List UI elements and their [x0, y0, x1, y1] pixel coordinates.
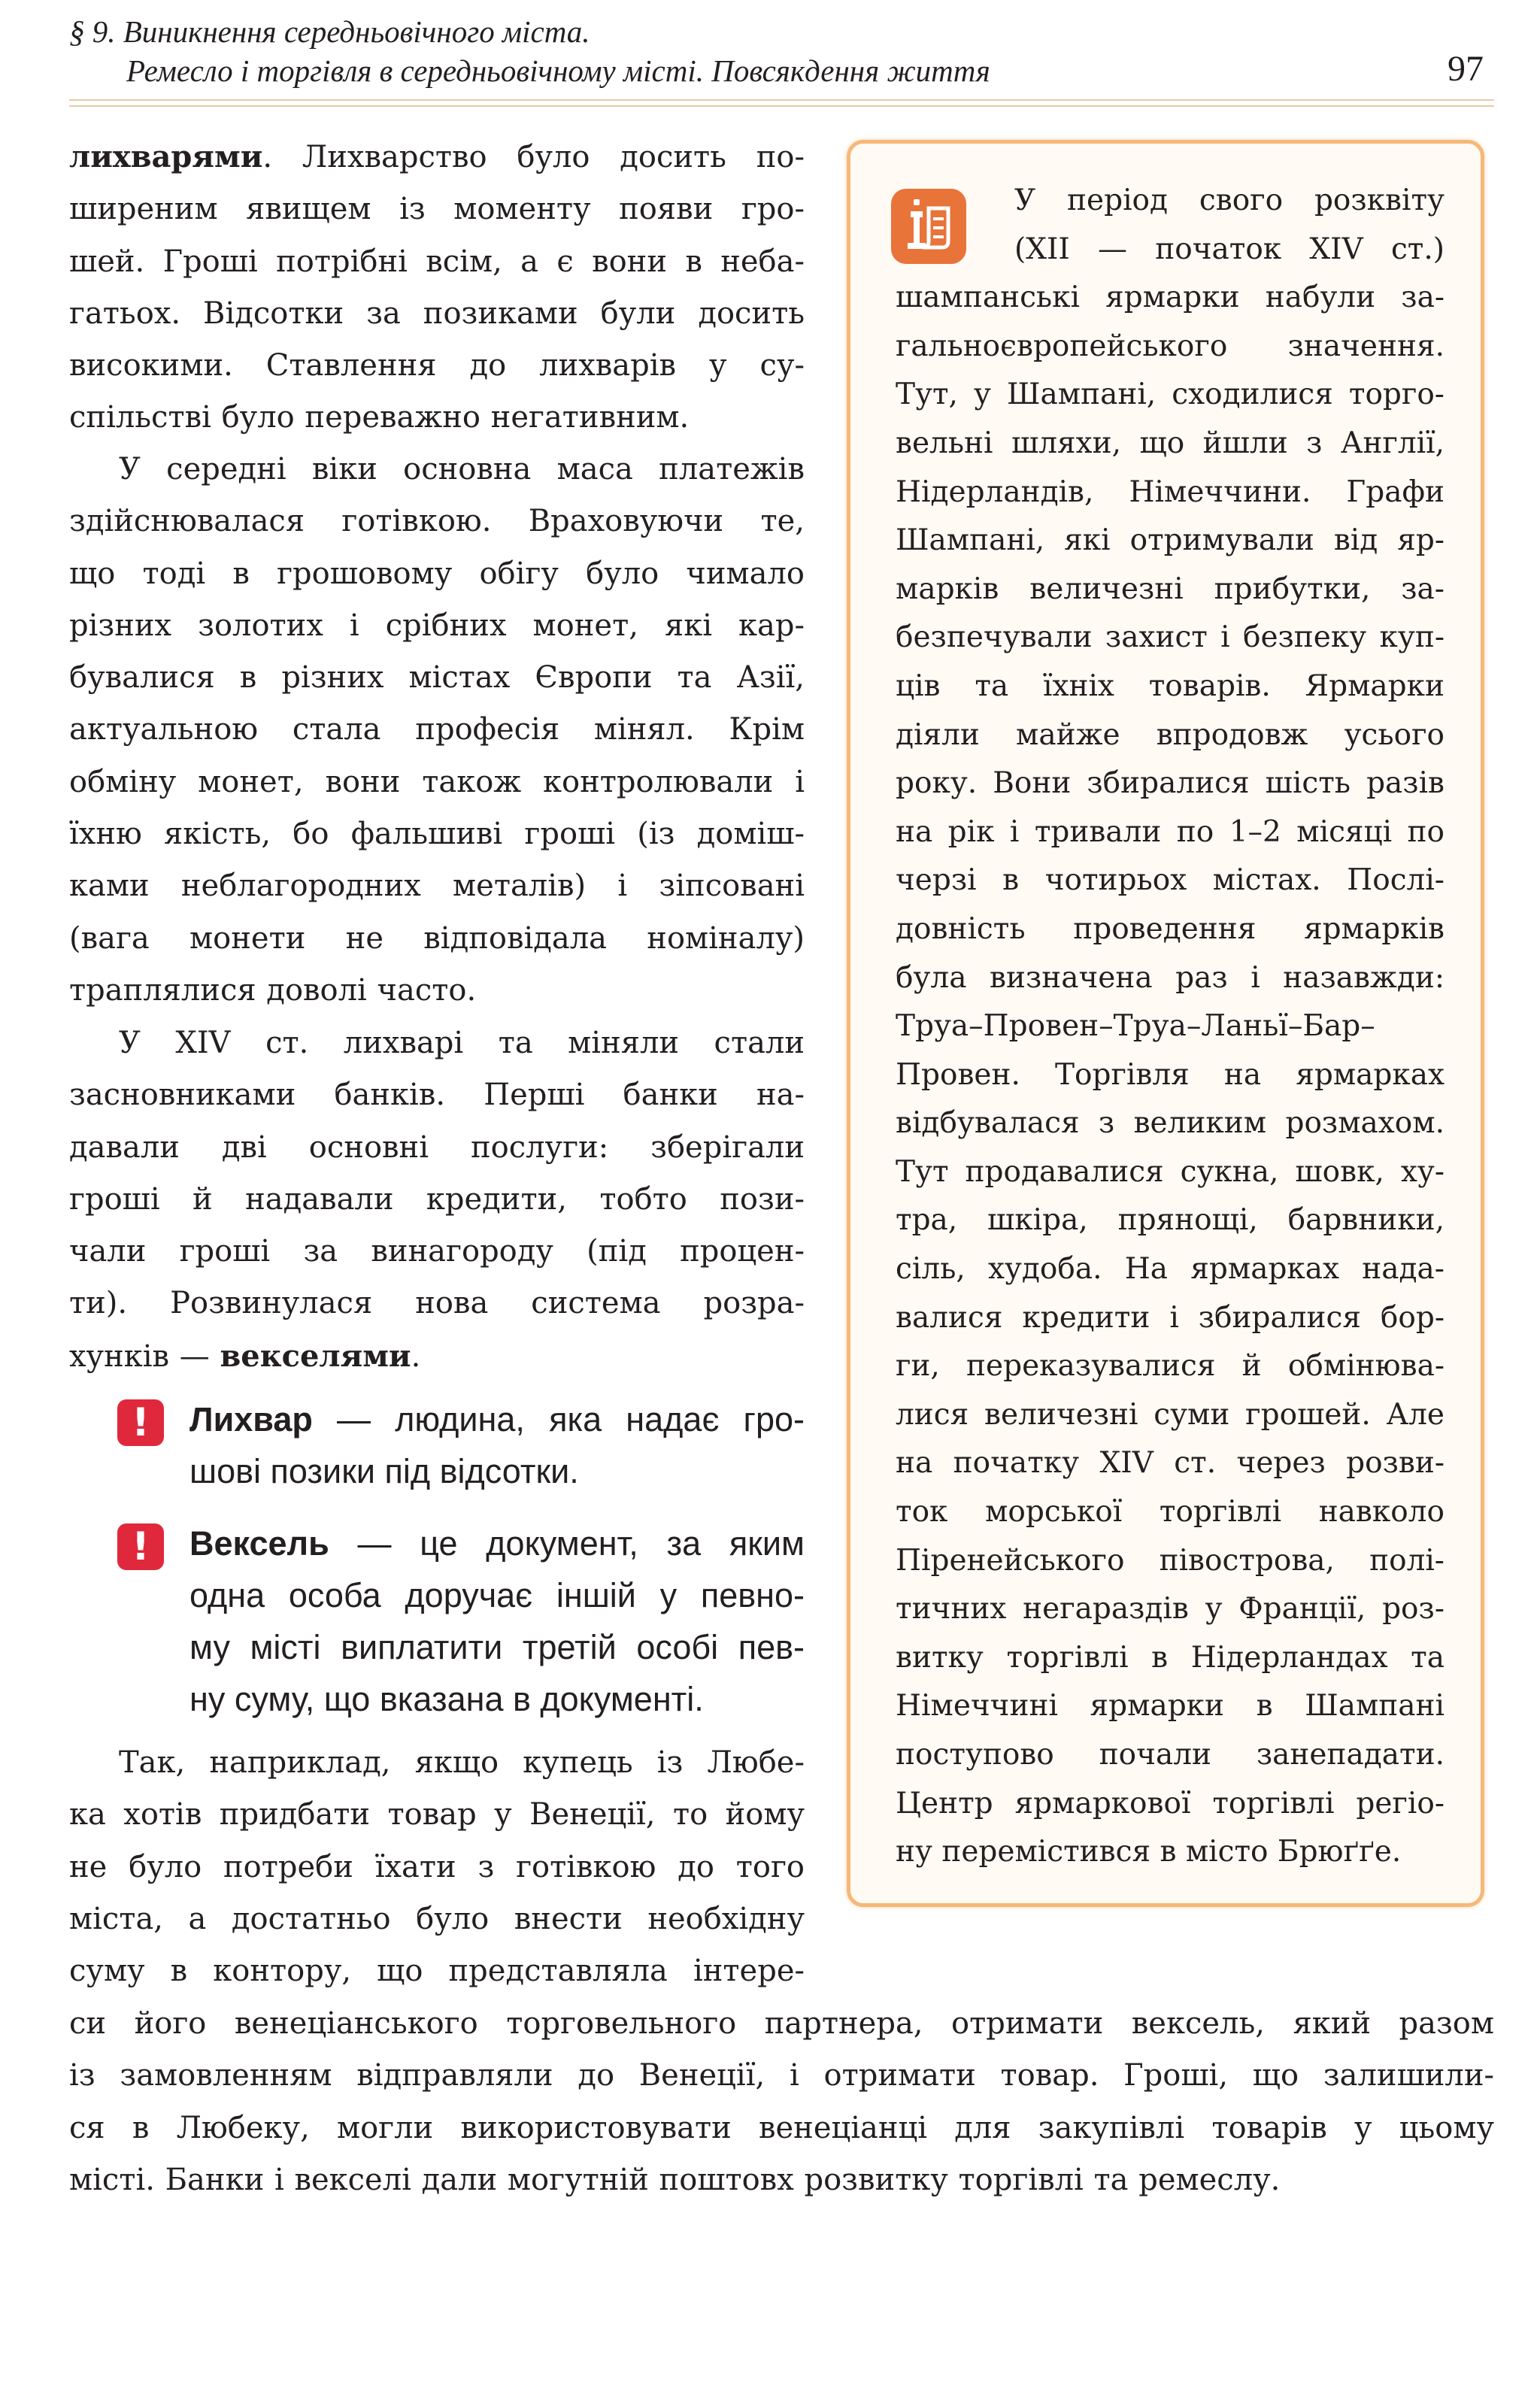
text-line: лися величезні суми грошей. Але [896, 1397, 1445, 1432]
text-line: не було потреби їхати з готівкою до того [69, 1849, 805, 1884]
definition-bill-of-exchange [69, 1517, 805, 1728]
text-line: гатьох. Відсотки за позиками були досить [69, 296, 805, 331]
definition-line: му місті виплатити третій особі пев- [189, 1628, 805, 1666]
text-line: ся в Любеку, могли використовувати венеціанці для закупівлі товарів у цьому [69, 2110, 1494, 2145]
text-line [69, 131, 805, 183]
definition-text [189, 1393, 805, 1497]
text-line: У XIV ст. лихварі та міняли стали [119, 1026, 805, 1060]
text-line: спільстві було переважно негативним. [69, 400, 690, 435]
text-line: си його венеціанського торговельного партнера, отримати вексель, який разом [69, 2006, 1494, 2041]
text-line: ну перемістився в місто Брюґґе. [896, 1835, 1402, 1869]
exclamation-icon: ! [117, 1523, 164, 1570]
exclamation-icon: ! [117, 1399, 164, 1446]
text-line: Тут продавалися сукна, шовк, ху- [896, 1154, 1445, 1189]
page-header [69, 14, 1494, 102]
text-line: суму в контору, що представляла інтере- [69, 1954, 805, 1989]
text-line: чали гроші за винагороду (під процен- [69, 1234, 805, 1269]
text-line: із замовленням відправляли до Венеції, і отримати товар. Гроші, що залишили- [69, 2058, 1494, 2093]
text-line: ширеним явищем із моменту появи гро- [69, 192, 805, 227]
text-line: давали дві основні послуги: зберігали [69, 1129, 805, 1165]
text-line: траплялися доволі часто. [69, 972, 477, 1008]
text-line: валися кредити і збиралися бор- [896, 1300, 1445, 1335]
paragraph-money-changers [69, 444, 805, 1017]
text-line: шампанські ярмарки набули за- [896, 280, 1445, 315]
text-line: бувалися в різних містах Європи та Азії, [69, 660, 805, 696]
text-line: Тут, у Шампані, сходилися торго- [896, 377, 1445, 412]
definition-term: Лихвар [189, 1400, 313, 1439]
text-line: У середні віки основна маса платежів [119, 452, 805, 487]
text-line: що тоді в грошовому обігу було чимало [69, 556, 805, 591]
paragraph-banks [69, 1017, 805, 1383]
bold-term-usurers: лихварями [69, 139, 263, 174]
text-line [189, 1517, 805, 1569]
text-line: Провен. Торгівля на ярмарках [896, 1057, 1445, 1092]
text-line: ками неблагородних металів) і зіпсовані [69, 869, 805, 904]
text-line: тра, шкіра, прянощі, барвники, [896, 1203, 1445, 1238]
text-line: високими. Ставлення до лихварів у су- [69, 348, 805, 384]
para1-line0-rest: . Лихварство було досить по- [262, 140, 805, 174]
text-line: обміну монет, вони також контролювали і [69, 764, 805, 799]
text-line: поступово почали занепадати. [896, 1738, 1445, 1772]
paragraph-example [69, 1737, 805, 1997]
text-line: здійснювалася готівкою. Враховуючи те, [69, 504, 805, 539]
definition-text [189, 1517, 805, 1725]
para3-last-prefix: хунків — [69, 1338, 220, 1374]
text-line: діяли майже впродовж усього [896, 717, 1445, 752]
text-line: сіль, худоба. На ярмарках нада- [896, 1252, 1445, 1287]
text-line: їхню якість, бо фальшиві гроші (із домiш- [69, 817, 805, 852]
text-line: Шампані, які отримували від яр- [896, 523, 1445, 558]
text-line: Труа–Провен–Труа–Ланьї–Бар– [896, 1009, 1375, 1044]
text-line: черзі в чотирьох містах. Послі- [896, 863, 1445, 898]
text-line: різних золотих і срібних монет, які кар- [69, 608, 805, 643]
text-line: Німеччині ярмарки в Шампані [896, 1689, 1445, 1723]
para3-last-suffix: . [411, 1338, 421, 1374]
definition-usurer [69, 1393, 805, 1499]
section-title-line2: Ремесло і торгівля в середньовічному місті. Повсякдення життя [126, 53, 990, 88]
text-line: актуальною стала професія мінял. Крім [69, 712, 805, 747]
text-line: Центр ярмаркової торгівлі регіо- [896, 1786, 1445, 1821]
text-line: місті. Банки і векселі дали могутній поштовх розвитку торгівлі та ремеслу. [69, 2162, 1281, 2197]
text-line: марків величезні прибутки, за- [896, 571, 1445, 606]
text-line: ги, переказувалися й обмінюва- [896, 1349, 1445, 1384]
definition-term: Вексель [189, 1524, 329, 1563]
paragraph-example-continued [69, 1998, 1494, 2206]
text-line: на початку XIV ст. через розви- [896, 1446, 1445, 1481]
definition-line: — це документ, за яким [329, 1524, 805, 1563]
text-line: шей. Гроші потрібні всім, а є вони в неба- [69, 244, 805, 279]
text-line: Піренейського півострова, полі- [896, 1543, 1445, 1578]
text-line: міста, а достатньо було внести необхідну [69, 1901, 805, 1936]
text-line: довність проведення ярмарків [896, 911, 1445, 946]
definition-line: одна особа доручає іншій у певно- [189, 1576, 805, 1614]
page-number: 97 [1448, 49, 1484, 89]
text-line: ток морської торгівлі навколо [896, 1495, 1445, 1529]
text-line: гальноєвропейського значення. [896, 329, 1445, 363]
text-line: Так, наприклад, якщо купець із Любе- [119, 1745, 805, 1780]
text-line: тичних негараздів у Франції, роз- [896, 1592, 1445, 1626]
definition-line: — людина, яка надає гро- [312, 1400, 805, 1439]
text-line: У період свого розквіту [1014, 183, 1445, 217]
bold-term-bills: векселями [220, 1338, 411, 1374]
text-line: (вага монети не відповідала номіналу) [69, 920, 805, 956]
text-line: Нідерландів, Німеччини. Графи [896, 474, 1445, 509]
text-line: вельні шляхи, що йшли з Англії, [896, 426, 1445, 460]
text-line: засновниками банків. Перші банки на- [69, 1078, 805, 1113]
paragraph-usury [69, 131, 805, 444]
header-divider [69, 99, 1494, 107]
text-line [69, 1330, 805, 1383]
text-line: ка хотів придбати товар у Венеції, то йому [69, 1797, 805, 1833]
text-line: була визначена раз і назавжди: [896, 960, 1445, 995]
text-line: витку торгівлі в Нідерландах та [896, 1640, 1445, 1675]
text-line: (XII — початок XIV ст.) [1014, 232, 1445, 266]
text-line: безпечували захист і безпеку куп- [896, 620, 1445, 655]
text-line: року. Вони збиралися шість разів [896, 766, 1445, 801]
text-line: гроші й надавали кредити, тобто пози- [69, 1181, 805, 1217]
text-line: на рік і тривали по 1–2 місяці по [896, 814, 1445, 849]
text-line: ців та їхніх товарів. Ярмарки [896, 668, 1445, 703]
definition-line: шові позики під відсотки. [189, 1452, 579, 1490]
text-line [189, 1393, 805, 1445]
text-line: ти). Розвинулася нова система розра- [69, 1286, 805, 1321]
info-box-text [896, 177, 1445, 1877]
definition-line: ну суму, що вказана в документі. [189, 1680, 704, 1718]
section-title-line1: § 9. Виникнення середньовічного міста. [69, 14, 590, 49]
info-box-champagne-fairs [847, 140, 1484, 1907]
text-line: відбувалася з великим розмахом. [896, 1106, 1445, 1141]
